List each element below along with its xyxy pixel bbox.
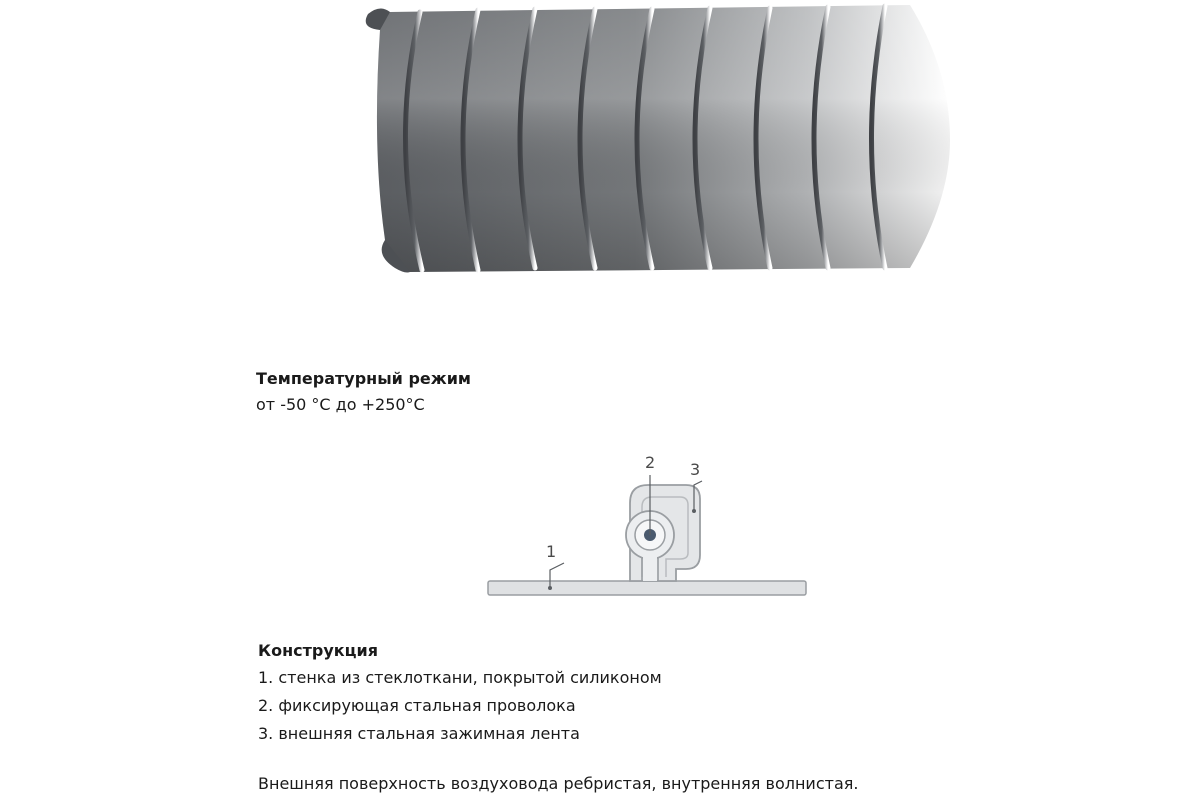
construction-section (258, 638, 662, 748)
diagram-label-1: 1 (546, 542, 557, 561)
diagram-label-3: 3 (690, 460, 701, 479)
wall-strip (488, 581, 806, 595)
construction-list (258, 664, 662, 748)
footer-note: Внешняя поверхность воздуховода ребристая, внутренняя волнистая. (258, 774, 859, 793)
hose-product-image (350, 0, 950, 285)
construction-item-wire: 2. фиксирующая стальная проволока (258, 696, 576, 715)
temperature-value: от -50 °С до +250°С (256, 395, 425, 414)
temperature-title: Температурный режим (256, 369, 471, 388)
temperature-section (256, 366, 471, 418)
construction-item-band: 3. внешняя стальная зажимная лента (258, 724, 580, 743)
construction-title: Конструкция (258, 641, 378, 660)
construction-diagram (480, 445, 820, 605)
diagram-label-2: 2 (645, 453, 656, 472)
construction-item-wall: 1. стенка из стеклоткани, покрытой силиконом (258, 668, 662, 687)
